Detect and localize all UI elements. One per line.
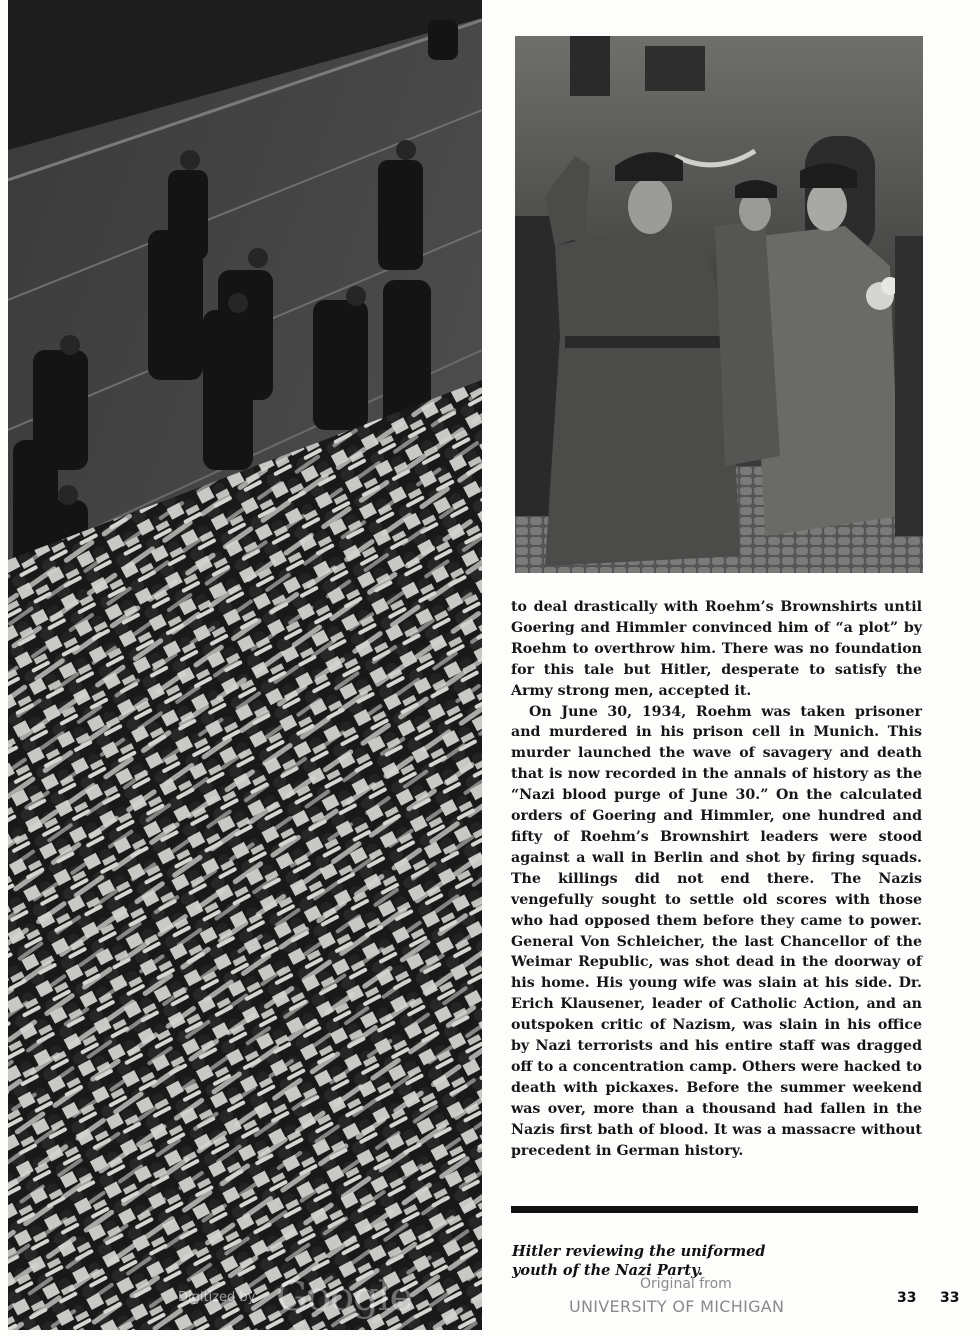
watermark-university: UNIVERSITY OF MICHIGAN [569, 1297, 785, 1316]
watermark-google-logo: Google [276, 1274, 413, 1320]
article-body [511, 597, 922, 1161]
watermark-original-from: Original from [640, 1276, 732, 1292]
page-number: 33 [897, 1290, 917, 1306]
caption-line-1: Hitler reviewing the uniformed [512, 1243, 766, 1260]
caption-line-2: youth of the Nazi Party. [512, 1262, 703, 1279]
watermark-digitized-by: Digitized by [178, 1290, 256, 1305]
page-number-next-partial: 33 [940, 1290, 960, 1306]
article-paragraph-2: On June 30, 1934, Roehm was taken prisoner and murdered in his prison cell in Munich. This murder launched the wave of savagery and death that is now recorded in the annals of history as the “Nazi blood purge of June 30.” On the calculated orders of Goering and Himmler, one hundred and fifty of Roehm’s Brownshirt leaders were stood against a wall in Berlin and shot by firing squads. The killings did not end there. The Nazis vengefully sought to settle old scores with those who had opposed them before they came to power. General Von Schleicher, the last Chancellor of the Weimar Republic, was shot dead in the doorway of his home. His young wife was slain at his side. Dr. Erich Klausener, leader of Catholic Action, and an outspoken critic of Nazism, was slain in his office by Nazi terrorists and his entire staff was dragged off to a concentration camp. Others were hacked to death with pickaxes. Before the summer weekend was over, more than a thousand had fallen in the Nazis first bath of blood. It was a massacre without precedent in German history. [511, 703, 922, 1159]
photo-caption [512, 1242, 812, 1280]
article-paragraph-1: to deal drastically with Roehm’s Brownshirts until Goering and Himmler convinced him of “a plot” by Roehm to overthrow him. There was no foundation for this tale but Hitler, desperate to satisfy the Army strong men, accepted it. [511, 599, 922, 699]
caption-divider-rule [511, 1206, 918, 1213]
top-photo-hitler-saluting [515, 36, 923, 573]
left-photo-parade-crowd [8, 0, 482, 1330]
